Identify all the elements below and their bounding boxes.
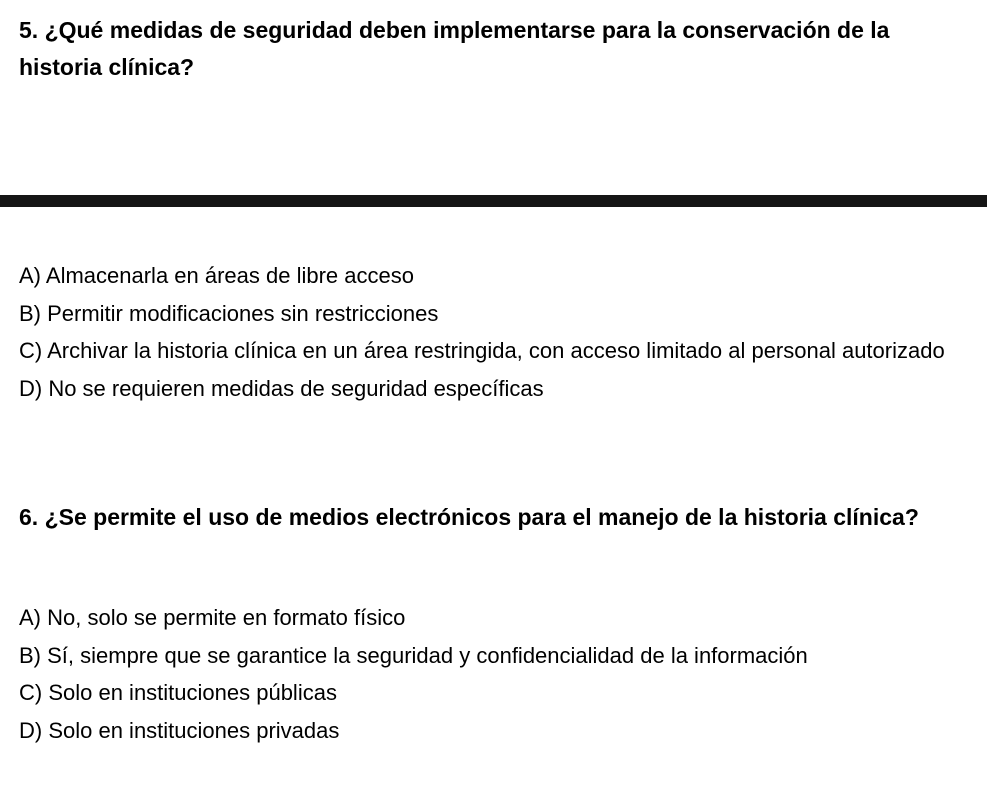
question-5-title: 5. ¿Qué medidas de seguridad deben implementarse para la conservación de la historia clínica?: [19, 17, 890, 80]
question-6-option-c[interactable]: C) Solo en instituciones públicas: [19, 680, 337, 705]
divider-bar: [0, 195, 987, 207]
question-5-option-a[interactable]: A) Almacenarla en áreas de libre acceso: [19, 263, 414, 288]
question-6-option-b[interactable]: B) Sí, siempre que se garantice la seguridad y confidencialidad de la información: [19, 642, 808, 668]
question-6-options: [19, 599, 977, 749]
question-5-option-c[interactable]: C) Archivar la historia clínica en un área restringida, con acceso limitado al personal autorizado: [19, 338, 945, 363]
question-5-option-d[interactable]: D) No se requieren medidas de seguridad específicas: [19, 375, 544, 401]
question-5-option-b[interactable]: B) Permitir modificaciones sin restricciones: [19, 300, 439, 326]
question-5-options: [19, 257, 977, 407]
question-6-option-d[interactable]: D) Solo en instituciones privadas: [19, 717, 340, 743]
question-6-option-a[interactable]: A) No, solo se permite en formato físico: [19, 605, 406, 630]
question-6-title: 6. ¿Se permite el uso de medios electrónicos para el manejo de la historia clínica?: [19, 504, 919, 530]
